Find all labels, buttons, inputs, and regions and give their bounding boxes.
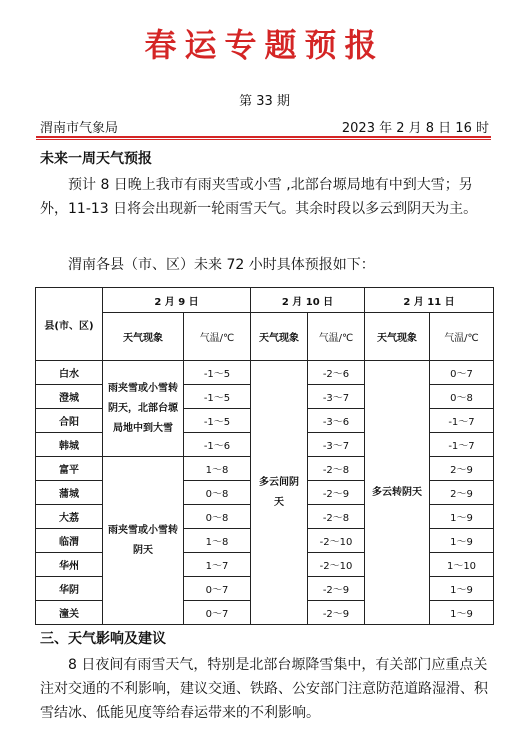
day1-temp: -1～6 — [184, 433, 251, 457]
day3-temp: 2～9 — [430, 481, 494, 505]
meta-line — [40, 117, 489, 136]
day3-temp-header: 气温/℃ — [430, 313, 494, 361]
day3-temp: -1～7 — [430, 409, 494, 433]
day1-weather-header: 天气现象 — [103, 313, 184, 361]
day2-header: 2 月 10 日 — [251, 288, 365, 313]
table-row — [36, 361, 494, 385]
day3-header: 2 月 11 日 — [365, 288, 494, 313]
section3-heading: 三、天气影响及建议 — [40, 631, 166, 647]
county-name: 华州 — [36, 553, 103, 577]
county-header: 县(市、区) — [36, 288, 103, 361]
day2-weather: 多云间阴天 — [251, 361, 308, 625]
section1-heading: 未来一周天气预报 — [40, 151, 152, 167]
agency-name: 渭南市气象局 — [40, 121, 119, 136]
day1-temp: 0～8 — [184, 481, 251, 505]
day1-temp: 0～8 — [184, 505, 251, 529]
day3-temp: 0～7 — [430, 361, 494, 385]
county-name: 华阴 — [36, 577, 103, 601]
day1-weather-north: 雨夹雪或小雪转阴天，北部台塬局地中到大雪 — [103, 361, 184, 457]
day2-temp: -2～9 — [308, 601, 365, 625]
day1-header: 2 月 9 日 — [103, 288, 251, 313]
county-name: 富平 — [36, 457, 103, 481]
county-name: 蒲城 — [36, 481, 103, 505]
day2-temp: -2～8 — [308, 457, 365, 481]
day2-temp: -3～7 — [308, 433, 365, 457]
report-title: 春运专题预报 — [144, 26, 385, 64]
county-name: 韩城 — [36, 433, 103, 457]
day2-temp: -2～9 — [308, 481, 365, 505]
day1-temp: 0～7 — [184, 601, 251, 625]
day2-weather-header: 天气现象 — [251, 313, 308, 361]
day2-temp: -3～7 — [308, 385, 365, 409]
section1-paragraph: 预计 8 日晚上我市有雨夹雪或小雪 ,北部台塬局地有中到大雪；另外，11-13 日将会出现新一轮雨雪天气。其余时段以多云到阴天为主。 — [40, 177, 478, 217]
day3-temp: 1～10 — [430, 553, 494, 577]
county-name: 白水 — [36, 361, 103, 385]
day2-temp: -2～10 — [308, 553, 365, 577]
header-divider — [36, 136, 491, 138]
day3-temp: 2～9 — [430, 457, 494, 481]
header-divider-thin — [36, 139, 491, 140]
day2-temp: -2～6 — [308, 361, 365, 385]
day1-temp-header: 气温/℃ — [184, 313, 251, 361]
day3-temp: 1～9 — [430, 577, 494, 601]
day1-temp: 1～8 — [184, 529, 251, 553]
day1-weather-south: 雨夹雪或小雪转阴天 — [103, 457, 184, 625]
forecast-table — [35, 287, 494, 625]
day3-temp: 1～9 — [430, 505, 494, 529]
day3-temp: 1～9 — [430, 529, 494, 553]
day2-temp-header: 气温/℃ — [308, 313, 365, 361]
day3-weather-header: 天气现象 — [365, 313, 430, 361]
day1-temp: 1～8 — [184, 457, 251, 481]
day1-temp: 0～7 — [184, 577, 251, 601]
day1-temp: -1～5 — [184, 385, 251, 409]
county-name: 澄城 — [36, 385, 103, 409]
county-name: 潼关 — [36, 601, 103, 625]
day1-temp: -1～5 — [184, 409, 251, 433]
section3-paragraph: 8 日夜间有雨雪天气，特别是北部台塬降雪集中，有关部门应重点关注对交通的不利影响，建议交通、铁路、公安部门注意防范道路湿滑、积雪结冰、低能见度等给春运带来的不利影响。 — [40, 657, 488, 721]
day1-temp: 1～7 — [184, 553, 251, 577]
day3-temp: -1～7 — [430, 433, 494, 457]
day3-weather: 多云转阴天 — [365, 361, 430, 625]
day1-temp: -1～5 — [184, 361, 251, 385]
day3-temp: 0～8 — [430, 385, 494, 409]
day2-temp: -3～6 — [308, 409, 365, 433]
day2-temp: -2～9 — [308, 577, 365, 601]
day2-temp: -2～10 — [308, 529, 365, 553]
county-name: 合阳 — [36, 409, 103, 433]
issue-number: 第 33 期 — [239, 94, 290, 109]
day3-temp: 1～9 — [430, 601, 494, 625]
day2-temp: -2～8 — [308, 505, 365, 529]
county-name: 大荔 — [36, 505, 103, 529]
table-intro: 渭南各县（市、区）未来 72 小时具体预报如下： — [68, 257, 375, 273]
issue-datetime: 2023 年 2 月 8 日 16 时 — [341, 121, 489, 136]
county-name: 临渭 — [36, 529, 103, 553]
